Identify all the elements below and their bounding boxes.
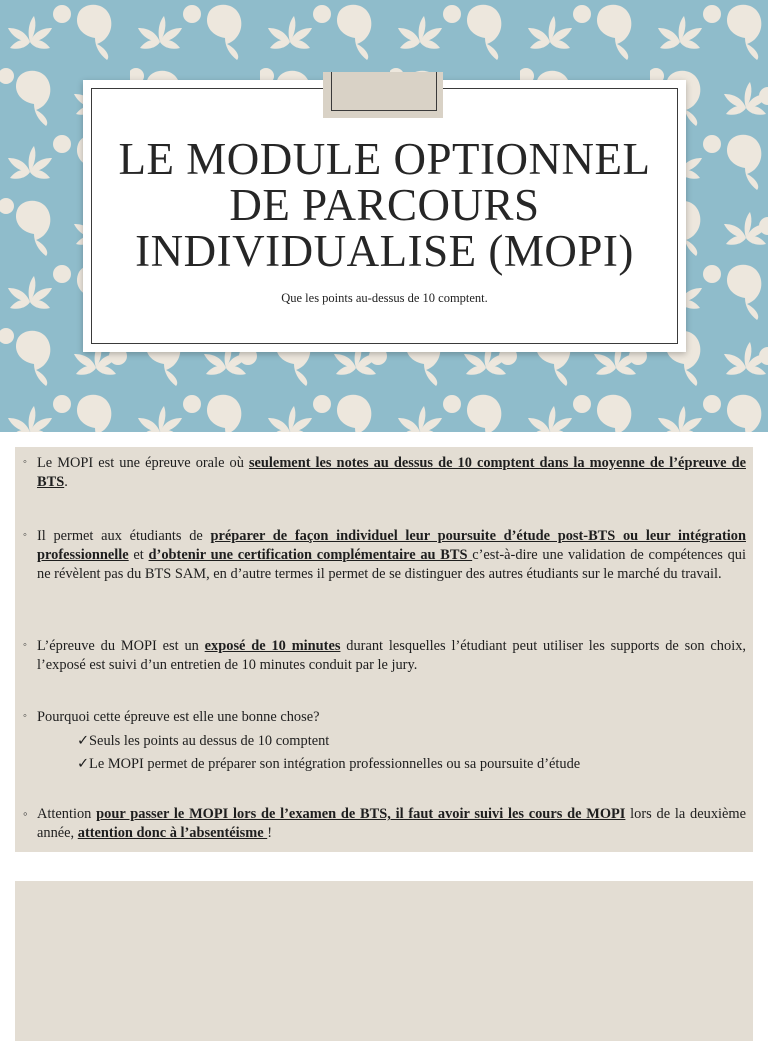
- page-title: [83, 136, 686, 274]
- paragraph-mopi-oral: [37, 454, 746, 492]
- check-item-points: ✓Seuls les points au dessus de 10 comptent: [77, 733, 330, 749]
- text: Attention: [37, 806, 97, 822]
- emphasis: d’obtenir une certification complémentaire au BTS: [148, 547, 473, 563]
- bullet-marker: ◦: [23, 456, 27, 468]
- emphasis: pour passer le MOPI lors de l’examen de BTS, il faut avoir suivi les cours de MOPI: [96, 806, 626, 822]
- paragraph-question: Pourquoi cette épreuve est elle une bonne chose?: [37, 709, 320, 725]
- emphasis: préparer de façon individuel leur poursuite d’étude post-BTS ou leur intégration professionnelle: [37, 528, 746, 563]
- emphasis: seulement les notes au dessus de 10 comptent dans la moyenne de l’épreuve de BTS: [37, 455, 746, 490]
- emphasis: attention donc à l’absentéisme: [77, 825, 268, 841]
- title-card: [83, 80, 686, 352]
- text: L’épreuve du MOPI est un: [37, 638, 205, 654]
- text: .: [64, 474, 68, 490]
- paragraph-mopi-exam: [37, 637, 746, 675]
- bullet-marker: ◦: [23, 639, 27, 651]
- text: lors de la deuxième année,: [37, 806, 746, 841]
- bullet-marker: ◦: [23, 806, 28, 821]
- bullet-marker: ◦: [23, 529, 27, 541]
- text: durant lesquelles l’étudiant peut utiliser les supports de son choix, l’exposé est suivi d’un entretien de 10 minutes conduit par le jury.: [37, 638, 746, 673]
- bullet-marker: ◦: [23, 710, 27, 722]
- text: Il permet aux étudiants de: [37, 528, 211, 544]
- text: c’est-à-dire une validation de compétences qui ne révèlent pas du BTS SAM, en d’autre termes il permet de se distinguer des autres étudiants sur le marché du travail.: [37, 547, 746, 582]
- paragraph-mopi-purpose: [37, 527, 746, 584]
- text: et: [128, 547, 149, 563]
- emphasis: exposé de 10 minutes: [204, 638, 341, 654]
- title-slide: [0, 0, 768, 432]
- title-card-tab-frame: [331, 72, 437, 111]
- check-item-integration: ✓Le MOPI permet de préparer son intégration professionnelles ou sa poursuite d’étude: [77, 756, 581, 772]
- text: !: [267, 825, 273, 841]
- content-slide: [15, 447, 753, 852]
- title-card-tab: [323, 72, 443, 118]
- text: Le MOPI est une épreuve orale où: [37, 455, 249, 471]
- title-line-2: DE PARCOURS: [229, 180, 540, 230]
- subtitle: Que les points au-dessus de 10 comptent.: [281, 291, 488, 305]
- paragraph-attention: [37, 805, 746, 843]
- title-line-1: LE MODULE OPTIONNEL: [118, 134, 651, 184]
- title-line-3: INDIVIDUALISE (MOPI): [135, 226, 634, 276]
- blank-slide: [15, 881, 753, 1041]
